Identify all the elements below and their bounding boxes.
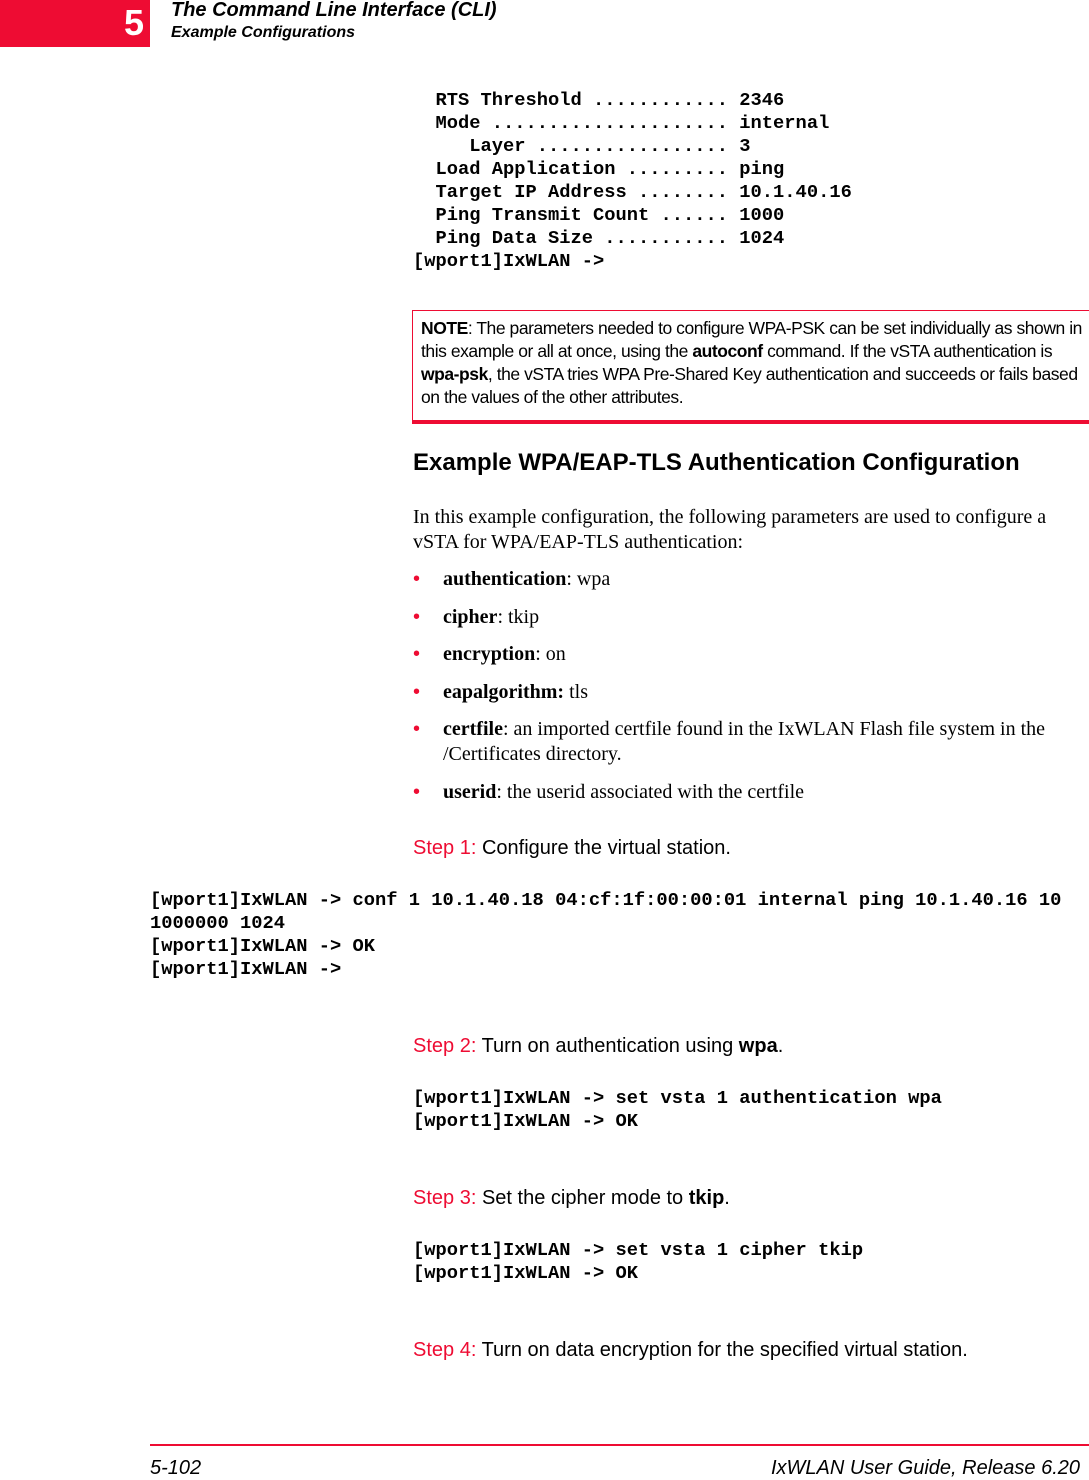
code-block-step-2: [wport1]IxWLAN -> set vsta 1 authentication wpa [wport1]IxWLAN -> OK: [413, 1087, 942, 1132]
bullet-item: • authentication: wpa: [413, 568, 611, 590]
intro-paragraph: In this example configuration, the following parameters are used to configure a vSTA for WPA/EAP-TLS authentication:: [413, 506, 1047, 553]
note-command: autoconf: [692, 341, 763, 361]
bullet-icon: •: [413, 718, 421, 740]
document-title: IxWLAN User Guide, Release 6.20: [770, 1457, 1080, 1479]
note-text: , the vSTA tries WPA Pre-Shared Key authentication and succeeds or fails based on the values of the other attributes.: [421, 364, 1078, 407]
note-value: wpa-psk: [421, 364, 488, 384]
step-1: Step 1: Configure the virtual station.: [413, 837, 731, 859]
bullet-icon: •: [413, 606, 421, 628]
running-header-subtitle: Example Configurations: [171, 24, 356, 41]
code-block-config-output: RTS Threshold ............ 2346 Mode ..................... internal Layer ................. 3 Load Application ......... ping Target IP Address ........ 10.1.40.16 Ping Transmit Count ...... 1000 Ping Data Size ........... 1024 [wport1]IxWLAN ->: [413, 89, 852, 272]
code-block-step-3: [wport1]IxWLAN -> set vsta 1 cipher tkip [wport1]IxWLAN -> OK: [413, 1239, 864, 1284]
bullet-item: • eapalgorithm: tls: [413, 681, 588, 703]
step-3: Step 3: Set the cipher mode to tkip.: [413, 1187, 730, 1209]
note-label: NOTE: [421, 318, 468, 338]
page-number: 5-102: [150, 1457, 202, 1479]
running-header-title: The Command Line Interface (CLI): [171, 0, 497, 21]
bullet-icon: •: [413, 568, 421, 590]
footer-rule: [150, 1444, 1089, 1446]
bullet-item: • userid: the userid associated with the certfile: [413, 781, 805, 803]
chapter-number: 5: [123, 2, 144, 43]
bullet-icon: •: [413, 681, 421, 703]
note-text: command. If the vSTA authentication is: [762, 341, 1053, 361]
bullet-item: • encryption: on: [413, 643, 566, 665]
chapter-tab: [0, 0, 150, 47]
note-text: : The parameters needed to configure WPA-PSK can be set individually as shown in this example or all at once, using the: [421, 318, 1082, 361]
bullet-item: • certfile: an imported certfile found in the IxWLAN Flash file system in the /Certificates directory.: [413, 718, 1046, 765]
note-box: [412, 310, 1089, 424]
section-heading: Example WPA/EAP-TLS Authentication Configuration: [413, 449, 1020, 476]
code-block-step-1: [wport1]IxWLAN -> conf 1 10.1.40.18 04:cf:1f:00:00:01 internal ping 10.1.40.16 10 1000000 1024 [wport1]IxWLAN -> OK [wport1]IxWLAN ->: [150, 889, 1062, 980]
bullet-icon: •: [413, 643, 421, 665]
step-4: Step 4: Turn on data encryption for the specified virtual station.: [413, 1339, 968, 1361]
step-2: Step 2: Turn on authentication using wpa.: [413, 1035, 784, 1057]
bullet-icon: •: [413, 781, 421, 803]
bullet-item: • cipher: tkip: [413, 606, 540, 628]
